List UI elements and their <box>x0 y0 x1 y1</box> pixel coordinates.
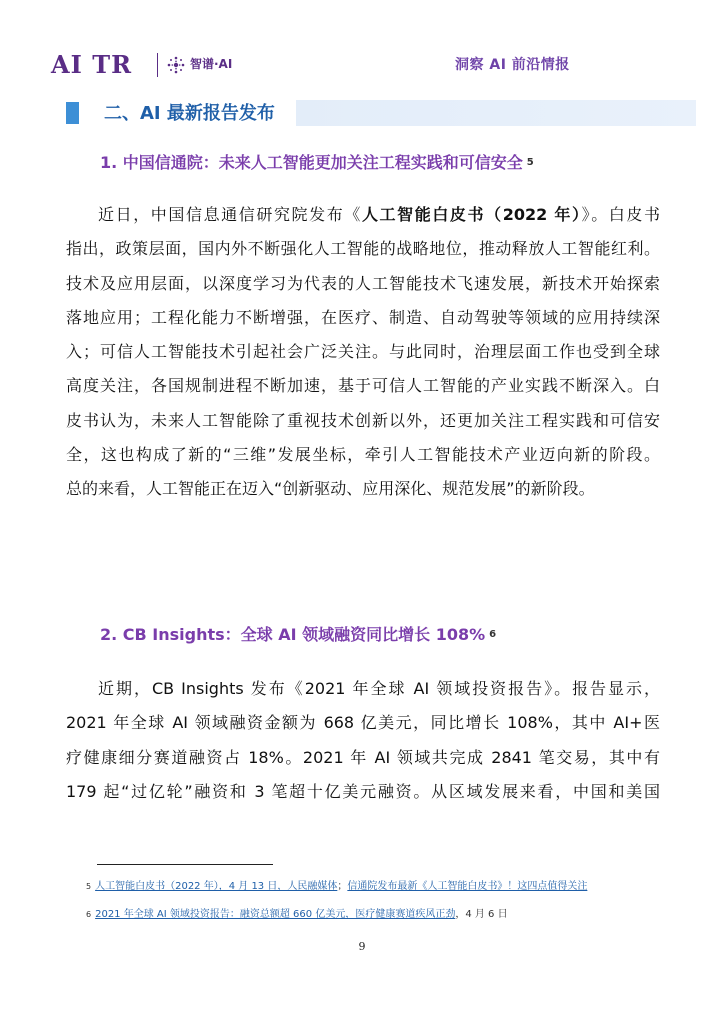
footnote-number: 6 <box>86 910 92 919</box>
aitr-logo: AI TR <box>51 50 133 79</box>
footnote-link[interactable]: 信通院发布最新《人工智能白皮书》！这四点值得关注 <box>347 881 588 892</box>
paragraph-1-line: 高度关注，各国规制进程不断加速，基于可信人工智能的产业实践不断深入。白 <box>66 376 660 396</box>
paragraph-2-line: 179 起“过亿轮”融资和 3 笔超十亿美元融资。从区域发展来看，中国和美国 <box>66 781 660 801</box>
paragraph-1-line: 技术及应用层面，以深度学习为代表的人工智能技术飞速发展，新技术开始探索 <box>66 273 660 293</box>
section-heading <box>66 100 696 128</box>
paragraph-1-line <box>66 198 660 232</box>
footnote-ref-6[interactable]: 6 <box>489 629 497 640</box>
logo-divider <box>157 53 158 77</box>
zhipu-logo-icon <box>166 55 186 75</box>
subheading-2-text: 2. CB Insights：全球 AI 领域融资同比增长 108% <box>100 625 486 644</box>
subheading-1-text: 1. 中国信通院：未来人工智能更加关注工程实践和可信安全 <box>100 153 523 172</box>
paragraph-2 <box>66 672 660 809</box>
section-marker <box>66 102 79 124</box>
footnote-ref-5[interactable]: 5 <box>526 157 534 168</box>
footnote-5 <box>86 880 587 894</box>
paragraph-2-line: 近期，CB Insights 发布《2021 年全球 AI 领域投资报告》。报告显示， <box>98 679 660 698</box>
footnote-6 <box>86 908 508 922</box>
paragraph-1-line: 皮书认为，未来人工智能除了重视技术创新以外，还更加关注工程实践和可信安 <box>66 410 660 430</box>
paragraph-2-line: 疗健康细分赛道融资占 18%。2021 年 AI 领域共完成 2841 笔交易，其中有 <box>66 747 660 767</box>
footnote-date: ，4 月 6 日 <box>455 909 508 920</box>
section-heading-background <box>296 100 696 126</box>
zhipu-brand-text: 智谱·AI <box>190 57 233 71</box>
section-title: 二、AI 最新报告发布 <box>104 103 275 124</box>
page-number: 9 <box>358 940 366 953</box>
paragraph-1-line: 全，这也构成了新的“三维”发展坐标，牵引人工智能技术产业迈向新的阶段。 <box>66 445 660 465</box>
paragraph-1-line: 入；可信人工智能技术引起社会广泛关注。与此同时，治理层面工作也受到全球 <box>66 342 660 362</box>
paragraph-1-line: 落地应用；工程化能力不断增强，在医疗、制造、自动驾驶等领域的应用持续深 <box>66 307 660 327</box>
paragraph-1-line: 总的来看，人工智能正在迈入“创新驱动、应用深化、规范发展”的新阶段。 <box>66 479 595 499</box>
page-header <box>0 0 724 96</box>
text-run: 》。白皮书 <box>581 205 660 224</box>
subheading-1 <box>100 152 534 174</box>
paragraph-2-line: 2021 年全球 AI 领域融资金额为 668 亿美元，同比增长 108%，其中 AI+医 <box>66 713 660 733</box>
paragraph-1-line: 指出，政策层面，国内外不断强化人工智能的战略地位，推动释放人工智能红利。 <box>66 239 660 259</box>
footnote-separator: ； <box>337 881 348 892</box>
subheading-2 <box>100 624 496 646</box>
footnote-link[interactable]: 人工智能白皮书（2022 年），4 月 13 日，人民融媒体 <box>95 881 338 892</box>
footnote-divider <box>97 864 273 865</box>
text-run: 近日，中国信息通信研究院发布《 <box>98 205 362 224</box>
footnote-link[interactable]: 2021 年全球 AI 领域投资报告：融资总额超 660 亿美元，医疗健康赛道疾风正劲 <box>95 909 456 920</box>
header-tagline: 洞察 AI 前沿情报 <box>455 57 570 73</box>
paragraph-1 <box>66 198 660 507</box>
report-title-bold: 人工智能白皮书（2022 年） <box>361 205 582 224</box>
footnote-number: 5 <box>86 882 92 891</box>
